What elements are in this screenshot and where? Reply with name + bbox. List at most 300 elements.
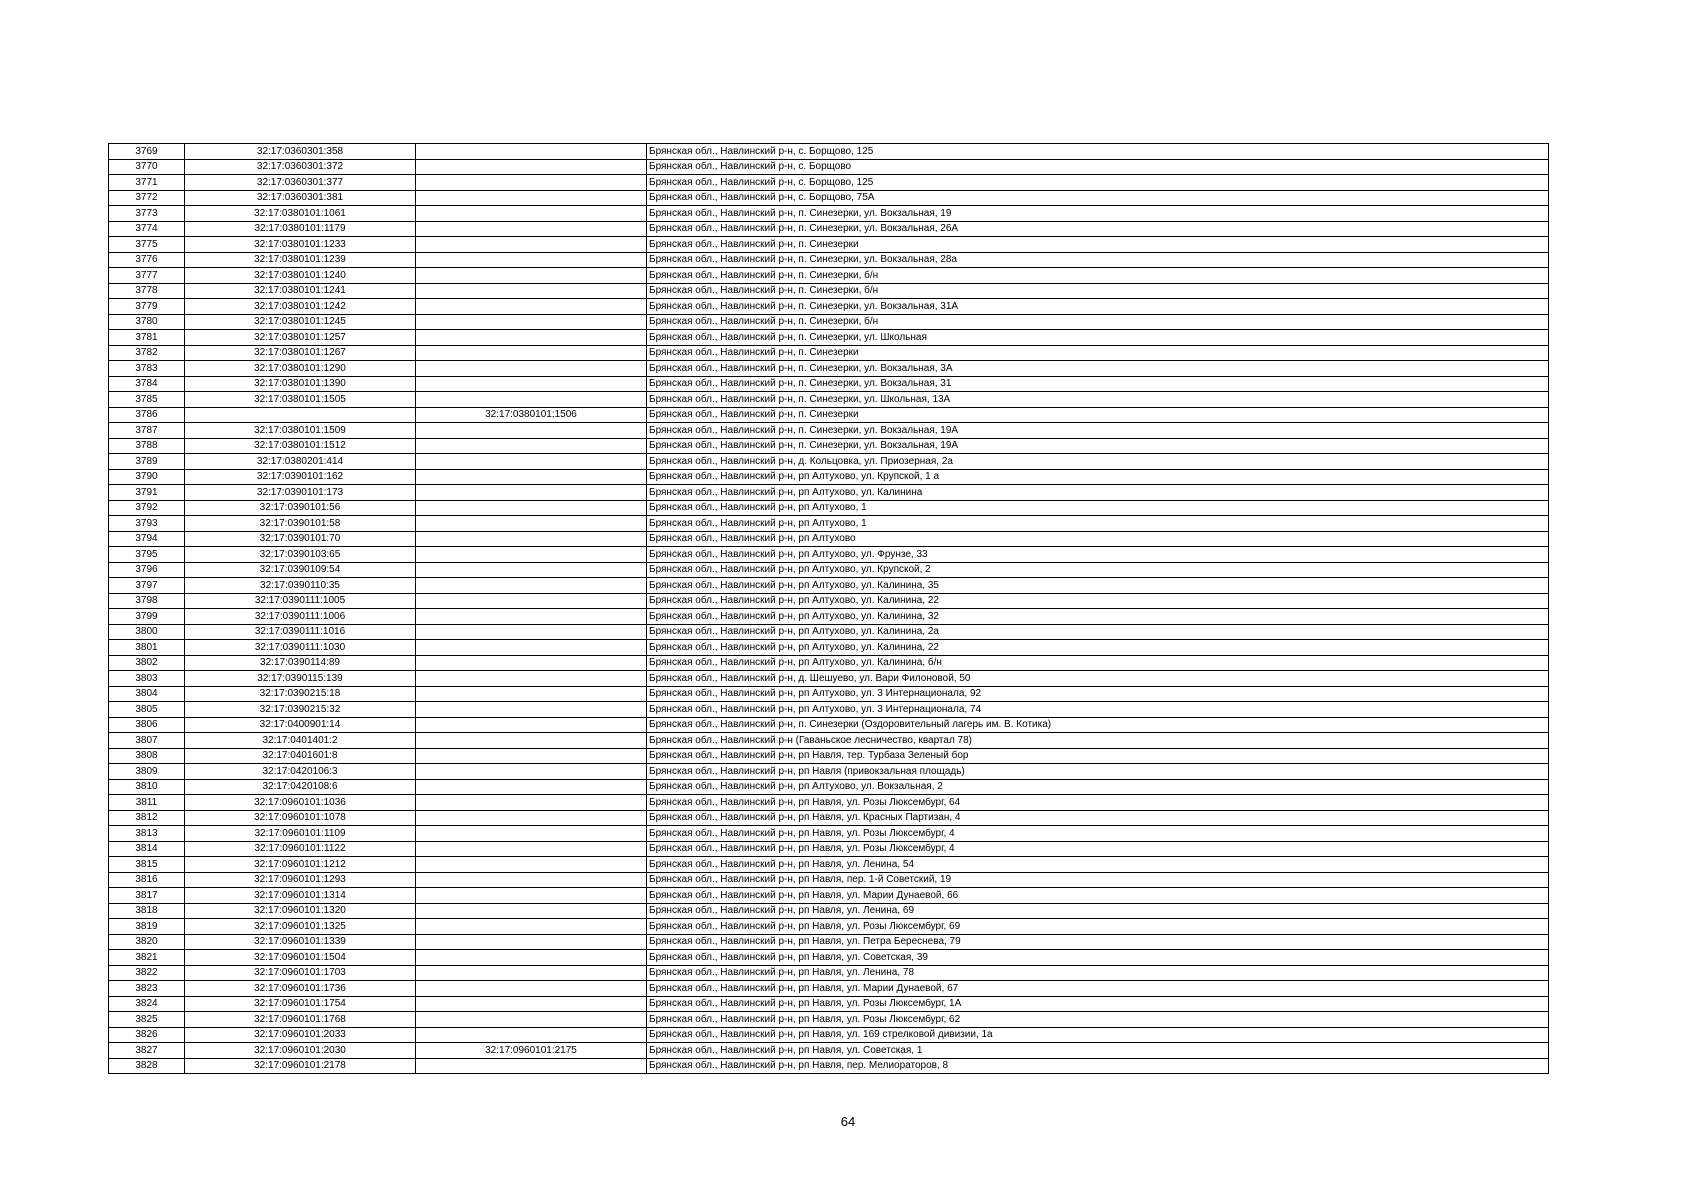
address-cell: Брянская обл., Навлинский р-н, рп Навля, тер. Турбаза Зеленый бор [647,748,1549,764]
row-number-cell: 3794 [109,531,185,547]
table-row [109,624,1549,640]
table-row [109,872,1549,888]
address-cell: Брянская обл., Навлинский р-н, рп Навля, ул. Розы Люксембург, 69 [647,919,1549,935]
row-number-cell: 3800 [109,624,185,640]
cadastral-number-cell: 32:17:0390109:54 [185,562,416,578]
cadastral-number-cell: 32:17:0390101:70 [185,531,416,547]
address-cell: Брянская обл., Навлинский р-н, п. Синезерки, ул. Вокзальная, 31А [647,299,1549,315]
cadastral-number-cell: 32:17:0380101:1061 [185,206,416,222]
row-number-cell: 3779 [109,299,185,315]
linked-cadastral-number-cell [416,252,647,268]
address-cell: Брянская обл., Навлинский р-н, рп Навля, ул. Ленина, 54 [647,857,1549,873]
cadastral-number-cell: 32:17:0960101:2033 [185,1027,416,1043]
address-cell: Брянская обл., Навлинский р-н, рп Навля, ул. Красных Партизан, 4 [647,810,1549,826]
table-row [109,779,1549,795]
linked-cadastral-number-cell [416,950,647,966]
linked-cadastral-number-cell [416,376,647,392]
cadastral-number-cell: 32:17:0401401:2 [185,733,416,749]
cadastral-number-cell: 32:17:0380101:1241 [185,283,416,299]
cadastral-number-cell: 32:17:0360301:381 [185,190,416,206]
cadastral-number-cell: 32:17:0380101:1267 [185,345,416,361]
cadastral-number-cell: 32:17:0380101:1257 [185,330,416,346]
address-cell: Брянская обл., Навлинский р-н, рп Навля, ул. Розы Люксембург, 64 [647,795,1549,811]
linked-cadastral-number-cell [416,237,647,253]
row-number-cell: 3784 [109,376,185,392]
table-row [109,392,1549,408]
cadastral-number-cell: 32:17:0390101:56 [185,500,416,516]
linked-cadastral-number-cell [416,314,647,330]
row-number-cell: 3826 [109,1027,185,1043]
linked-cadastral-number-cell [416,717,647,733]
table-row [109,221,1549,237]
cadastral-number-cell: 32:17:0960101:1339 [185,934,416,950]
table-row [109,671,1549,687]
cadastral-number-cell: 32:17:0390110:35 [185,578,416,594]
linked-cadastral-number-cell [416,1027,647,1043]
linked-cadastral-number-cell [416,516,647,532]
linked-cadastral-number-cell [416,469,647,485]
address-cell: Брянская обл., Навлинский р-н, п. Синезерки [647,237,1549,253]
table-row [109,206,1549,222]
table-row [109,810,1549,826]
address-cell: Брянская обл., Навлинский р-н, рп Навля, ул. Розы Люксембург, 1А [647,996,1549,1012]
address-cell: Брянская обл., Навлинский р-н, рп Алтухово, ул. Калинина, б/н [647,655,1549,671]
table-row [109,686,1549,702]
cadastral-number-cell: 32:17:0960101:1320 [185,903,416,919]
row-number-cell: 3782 [109,345,185,361]
cadastral-number-cell: 32:17:0960101:1122 [185,841,416,857]
table-row [109,547,1549,563]
cadastral-number-cell: 32:17:0380201:414 [185,454,416,470]
page-number: 64 [840,1114,856,1129]
linked-cadastral-number-cell [416,748,647,764]
cadastral-number-cell: 32:17:0960101:1036 [185,795,416,811]
linked-cadastral-number-cell [416,702,647,718]
address-cell: Брянская обл., Навлинский р-н, п. Синезерки, ул. Вокзальная, 26А [647,221,1549,237]
linked-cadastral-number-cell [416,919,647,935]
address-cell: Брянская обл., Навлинский р-н, п. Синезерки, ул. Школьная [647,330,1549,346]
linked-cadastral-number-cell [416,330,647,346]
row-number-cell: 3823 [109,981,185,997]
cadastral-number-cell: 32:17:0380101:1179 [185,221,416,237]
linked-cadastral-number-cell [416,872,647,888]
address-cell: Брянская обл., Навлинский р-н, п. Синезерки, ул. Школьная, 13А [647,392,1549,408]
cadastral-number-cell: 32:17:0960101:1736 [185,981,416,997]
table-row [109,655,1549,671]
row-number-cell: 3813 [109,826,185,842]
row-number-cell: 3815 [109,857,185,873]
table-row [109,376,1549,392]
linked-cadastral-number-cell [416,826,647,842]
row-number-cell: 3776 [109,252,185,268]
linked-cadastral-number-cell [416,345,647,361]
address-cell: Брянская обл., Навлинский р-н, рп Навля, ул. Ленина, 78 [647,965,1549,981]
cadastral-number-cell: 32:17:0390101:58 [185,516,416,532]
row-number-cell: 3777 [109,268,185,284]
row-number-cell: 3798 [109,593,185,609]
table-row [109,764,1549,780]
row-number-cell: 3788 [109,438,185,454]
cadastral-number-cell: 32:17:0960101:1212 [185,857,416,873]
address-cell: Брянская обл., Навлинский р-н, п. Синезерки (Оздоровительный лагерь им. В. Котика) [647,717,1549,733]
linked-cadastral-number-cell [416,934,647,950]
address-cell: Брянская обл., Навлинский р-н, рп Алтухово, ул. 3 Интернационала, 92 [647,686,1549,702]
address-cell: Брянская обл., Навлинский р-н, рп Алтухово, 1 [647,516,1549,532]
table-row [109,1027,1549,1043]
address-cell: Брянская обл., Навлинский р-н, рп Алтухово, ул. Калинина, 22 [647,640,1549,656]
address-cell: Брянская обл., Навлинский р-н, рп Алтухово, ул. Калинина, 32 [647,609,1549,625]
cadastral-number-cell: 32:17:0380101:1240 [185,268,416,284]
property-table-body [109,144,1549,1074]
cadastral-number-cell: 32:17:0390111:1030 [185,640,416,656]
table-row [109,252,1549,268]
address-cell: Брянская обл., Навлинский р-н, рп Навля, ул. Розы Люксембург, 4 [647,826,1549,842]
row-number-cell: 3785 [109,392,185,408]
row-number-cell: 3802 [109,655,185,671]
cadastral-number-cell: 32:17:0380101:1233 [185,237,416,253]
table-row [109,996,1549,1012]
row-number-cell: 3797 [109,578,185,594]
table-row [109,500,1549,516]
address-cell: Брянская обл., Навлинский р-н, с. Борщово, 125 [647,175,1549,191]
linked-cadastral-number-cell [416,423,647,439]
table-row [109,702,1549,718]
linked-cadastral-number-cell [416,671,647,687]
cadastral-number-cell: 32:17:0960101:1078 [185,810,416,826]
row-number-cell: 3774 [109,221,185,237]
row-number-cell: 3825 [109,1012,185,1028]
row-number-cell: 3821 [109,950,185,966]
linked-cadastral-number-cell [416,624,647,640]
cadastral-number-cell: 32:17:0390101:162 [185,469,416,485]
address-cell: Брянская обл., Навлинский р-н, рп Алтухово, ул. Крупской, 2 [647,562,1549,578]
cadastral-number-cell: 32:17:0960101:1703 [185,965,416,981]
linked-cadastral-number-cell [416,857,647,873]
linked-cadastral-number-cell [416,593,647,609]
address-cell: Брянская обл., Навлинский р-н, рп Алтухово, ул. 3 Интернационала, 74 [647,702,1549,718]
table-row [109,407,1549,423]
linked-cadastral-number-cell [416,392,647,408]
address-cell: Брянская обл., Навлинский р-н, рп Алтухово, ул. Калинина, 22 [647,593,1549,609]
table-row [109,640,1549,656]
row-number-cell: 3803 [109,671,185,687]
cadastral-number-cell [185,407,416,423]
row-number-cell: 3775 [109,237,185,253]
address-cell: Брянская обл., Навлинский р-н, рп Навля, пер. Мелиораторов, 8 [647,1058,1549,1074]
linked-cadastral-number-cell [416,144,647,160]
linked-cadastral-number-cell [416,903,647,919]
table-row [109,314,1549,330]
address-cell: Брянская обл., Навлинский р-н, рп Алтухово, ул. Калинина, 2а [647,624,1549,640]
row-number-cell: 3770 [109,159,185,175]
row-number-cell: 3820 [109,934,185,950]
cadastral-number-cell: 32:17:0390215:32 [185,702,416,718]
linked-cadastral-number-cell [416,1012,647,1028]
cadastral-number-cell: 32:17:0390103:65 [185,547,416,563]
linked-cadastral-number-cell [416,221,647,237]
table-row [109,795,1549,811]
address-cell: Брянская обл., Навлинский р-н, рп Алтухово [647,531,1549,547]
cadastral-number-cell: 32:17:0380101:1505 [185,392,416,408]
table-row [109,345,1549,361]
table-row [109,330,1549,346]
address-cell: Брянская обл., Навлинский р-н, рп Навля, ул. Советская, 1 [647,1043,1549,1059]
address-cell: Брянская обл., Навлинский р-н, рп Навля, ул. Петра Береснева, 79 [647,934,1549,950]
row-number-cell: 3787 [109,423,185,439]
linked-cadastral-number-cell [416,888,647,904]
table-row [109,578,1549,594]
linked-cadastral-number-cell [416,996,647,1012]
row-number-cell: 3795 [109,547,185,563]
row-number-cell: 3771 [109,175,185,191]
cadastral-number-cell: 32:17:0960101:1109 [185,826,416,842]
linked-cadastral-number-cell [416,609,647,625]
linked-cadastral-number-cell [416,733,647,749]
cadastral-number-cell: 32:17:0960101:1314 [185,888,416,904]
linked-cadastral-number-cell [416,361,647,377]
linked-cadastral-number-cell [416,686,647,702]
cadastral-number-cell: 32:17:0380101:1290 [185,361,416,377]
row-number-cell: 3792 [109,500,185,516]
row-number-cell: 3778 [109,283,185,299]
row-number-cell: 3811 [109,795,185,811]
table-row [109,950,1549,966]
table-row [109,981,1549,997]
row-number-cell: 3827 [109,1043,185,1059]
table-row [109,283,1549,299]
linked-cadastral-number-cell [416,485,647,501]
linked-cadastral-number-cell [416,438,647,454]
address-cell: Брянская обл., Навлинский р-н (Гаваньское лесничество, квартал 78) [647,733,1549,749]
cadastral-number-cell: 32:17:0380101:1512 [185,438,416,454]
cadastral-number-cell: 32:17:0390111:1016 [185,624,416,640]
row-number-cell: 3816 [109,872,185,888]
address-cell: Брянская обл., Навлинский р-н, с. Борщово, 125 [647,144,1549,160]
linked-cadastral-number-cell [416,454,647,470]
address-cell: Брянская обл., Навлинский р-н, с. Борщово, 75А [647,190,1549,206]
cadastral-number-cell: 32:17:0960101:2030 [185,1043,416,1059]
linked-cadastral-number-cell [416,981,647,997]
table-row [109,299,1549,315]
linked-cadastral-number-cell [416,1058,647,1074]
cadastral-number-cell: 32:17:0360301:372 [185,159,416,175]
row-number-cell: 3810 [109,779,185,795]
linked-cadastral-number-cell [416,764,647,780]
cadastral-number-cell: 32:17:0390101:173 [185,485,416,501]
table-row [109,438,1549,454]
row-number-cell: 3772 [109,190,185,206]
cadastral-number-cell: 32:17:0420106:3 [185,764,416,780]
cadastral-number-cell: 32:17:0390114:89 [185,655,416,671]
row-number-cell: 3790 [109,469,185,485]
address-cell: Брянская обл., Навлинский р-н, рп Алтухово, ул. Калинина, 35 [647,578,1549,594]
table-row [109,175,1549,191]
address-cell: Брянская обл., Навлинский р-н, д. Кольцовка, ул. Приозерная, 2а [647,454,1549,470]
linked-cadastral-number-cell [416,299,647,315]
cadastral-number-cell: 32:17:0380101:1245 [185,314,416,330]
row-number-cell: 3809 [109,764,185,780]
table-row [109,190,1549,206]
address-cell: Брянская обл., Навлинский р-н, с. Борщово [647,159,1549,175]
row-number-cell: 3786 [109,407,185,423]
cadastral-number-cell: 32:17:0380101:1390 [185,376,416,392]
table-row [109,888,1549,904]
linked-cadastral-number-cell [416,810,647,826]
table-row [109,857,1549,873]
cadastral-number-cell: 32:17:0960101:2178 [185,1058,416,1074]
address-cell: Брянская обл., Навлинский р-н, п. Синезерки, ул. Вокзальная, 3А [647,361,1549,377]
address-cell: Брянская обл., Навлинский р-н, рп Навля, ул. Советская, 39 [647,950,1549,966]
table-row [109,903,1549,919]
address-cell: Брянская обл., Навлинский р-н, п. Синезерки [647,345,1549,361]
row-number-cell: 3804 [109,686,185,702]
cadastral-number-cell: 32:17:0960101:1504 [185,950,416,966]
address-cell: Брянская обл., Навлинский р-н, рп Алтухово, ул. Вокзальная, 2 [647,779,1549,795]
address-cell: Брянская обл., Навлинский р-н, п. Синезерки, б/н [647,314,1549,330]
cadastral-number-cell: 32:17:0390215:18 [185,686,416,702]
table-row [109,562,1549,578]
table-row [109,965,1549,981]
address-cell: Брянская обл., Навлинский р-н, рп Алтухово, 1 [647,500,1549,516]
address-cell: Брянская обл., Навлинский р-н, рп Навля, ул. Марии Дунаевой, 66 [647,888,1549,904]
row-number-cell: 3791 [109,485,185,501]
cadastral-number-cell: 32:17:0390111:1005 [185,593,416,609]
linked-cadastral-number-cell [416,531,647,547]
row-number-cell: 3814 [109,841,185,857]
address-cell: Брянская обл., Навлинский р-н, рп Навля, ул. Розы Люксембург, 4 [647,841,1549,857]
address-cell: Брянская обл., Навлинский р-н, п. Синезерки, б/н [647,283,1549,299]
row-number-cell: 3805 [109,702,185,718]
address-cell: Брянская обл., Навлинский р-н, п. Синезерки, ул. Вокзальная, 28а [647,252,1549,268]
row-number-cell: 3819 [109,919,185,935]
row-number-cell: 3818 [109,903,185,919]
row-number-cell: 3796 [109,562,185,578]
table-row [109,531,1549,547]
table-row [109,593,1549,609]
table-row [109,841,1549,857]
linked-cadastral-number-cell [416,655,647,671]
row-number-cell: 3783 [109,361,185,377]
row-number-cell: 3807 [109,733,185,749]
address-cell: Брянская обл., Навлинский р-н, рп Навля, ул. Ленина, 69 [647,903,1549,919]
table-row [109,733,1549,749]
property-table [108,143,1549,1074]
row-number-cell: 3773 [109,206,185,222]
table-row [109,1012,1549,1028]
address-cell: Брянская обл., Навлинский р-н, рп Алтухово, ул. Фрунзе, 33 [647,547,1549,563]
linked-cadastral-number-cell [416,206,647,222]
address-cell: Брянская обл., Навлинский р-н, п. Синезерки, ул. Вокзальная, 19А [647,423,1549,439]
table-row [109,1043,1549,1059]
table-row [109,144,1549,160]
row-number-cell: 3808 [109,748,185,764]
row-number-cell: 3828 [109,1058,185,1074]
table-row [109,919,1549,935]
cadastral-number-cell: 32:17:0360301:358 [185,144,416,160]
table-row [109,1058,1549,1074]
address-cell: Брянская обл., Навлинский р-н, рп Навля (привокзальная площадь) [647,764,1549,780]
address-cell: Брянская обл., Навлинский р-н, рп Алтухово, ул. Крупской, 1 а [647,469,1549,485]
cadastral-number-cell: 32:17:0960101:1325 [185,919,416,935]
row-number-cell: 3812 [109,810,185,826]
cadastral-number-cell: 32:17:0960101:1754 [185,996,416,1012]
linked-cadastral-number-cell: 32:17:0960101:2175 [416,1043,647,1059]
address-cell: Брянская обл., Навлинский р-н, рп Навля, ул. 169 стрелковой дивизии, 1а [647,1027,1549,1043]
cadastral-number-cell: 32:17:0380101:1509 [185,423,416,439]
cadastral-number-cell: 32:17:0390111:1006 [185,609,416,625]
table-row [109,423,1549,439]
row-number-cell: 3789 [109,454,185,470]
address-cell: Брянская обл., Навлинский р-н, п. Синезерки [647,407,1549,423]
linked-cadastral-number-cell [416,795,647,811]
linked-cadastral-number-cell [416,562,647,578]
cadastral-number-cell: 32:17:0360301:377 [185,175,416,191]
cadastral-number-cell: 32:17:0420108:6 [185,779,416,795]
cadastral-number-cell: 32:17:0380101:1242 [185,299,416,315]
address-cell: Брянская обл., Навлинский р-н, п. Синезерки, ул. Вокзальная, 19 [647,206,1549,222]
cadastral-number-cell: 32:17:0960101:1293 [185,872,416,888]
table-row [109,469,1549,485]
address-cell: Брянская обл., Навлинский р-н, рп Алтухово, ул. Калинина [647,485,1549,501]
linked-cadastral-number-cell [416,841,647,857]
linked-cadastral-number-cell [416,578,647,594]
row-number-cell: 3806 [109,717,185,733]
table-row [109,485,1549,501]
cadastral-number-cell: 32:17:0390115:139 [185,671,416,687]
row-number-cell: 3793 [109,516,185,532]
linked-cadastral-number-cell [416,283,647,299]
linked-cadastral-number-cell: 32:17:0380101:1506 [416,407,647,423]
linked-cadastral-number-cell [416,159,647,175]
table-row [109,609,1549,625]
table-row [109,159,1549,175]
linked-cadastral-number-cell [416,268,647,284]
table-row [109,748,1549,764]
table-row [109,237,1549,253]
table-row [109,361,1549,377]
linked-cadastral-number-cell [416,547,647,563]
linked-cadastral-number-cell [416,779,647,795]
address-cell: Брянская обл., Навлинский р-н, д. Шешуево, ул. Вари Филоновой, 50 [647,671,1549,687]
row-number-cell: 3780 [109,314,185,330]
address-cell: Брянская обл., Навлинский р-н, рп Навля, ул. Розы Люксембург, 62 [647,1012,1549,1028]
cadastral-number-cell: 32:17:0380101:1239 [185,252,416,268]
row-number-cell: 3799 [109,609,185,625]
table-row [109,934,1549,950]
address-cell: Брянская обл., Навлинский р-н, рп Навля, ул. Марии Дунаевой, 67 [647,981,1549,997]
table-row [109,826,1549,842]
linked-cadastral-number-cell [416,500,647,516]
linked-cadastral-number-cell [416,175,647,191]
address-cell: Брянская обл., Навлинский р-н, п. Синезерки, б/н [647,268,1549,284]
cadastral-number-cell: 32:17:0400901:14 [185,717,416,733]
table-row [109,268,1549,284]
row-number-cell: 3817 [109,888,185,904]
linked-cadastral-number-cell [416,965,647,981]
table-row [109,516,1549,532]
cadastral-number-cell: 32:17:0960101:1768 [185,1012,416,1028]
address-cell: Брянская обл., Навлинский р-н, п. Синезерки, ул. Вокзальная, 31 [647,376,1549,392]
linked-cadastral-number-cell [416,640,647,656]
address-cell: Брянская обл., Навлинский р-н, п. Синезерки, ул. Вокзальная, 19А [647,438,1549,454]
address-cell: Брянская обл., Навлинский р-н, рп Навля, пер. 1-й Советский, 19 [647,872,1549,888]
row-number-cell: 3781 [109,330,185,346]
table-row [109,717,1549,733]
row-number-cell: 3824 [109,996,185,1012]
linked-cadastral-number-cell [416,190,647,206]
cadastral-number-cell: 32:17:0401601:8 [185,748,416,764]
row-number-cell: 3822 [109,965,185,981]
